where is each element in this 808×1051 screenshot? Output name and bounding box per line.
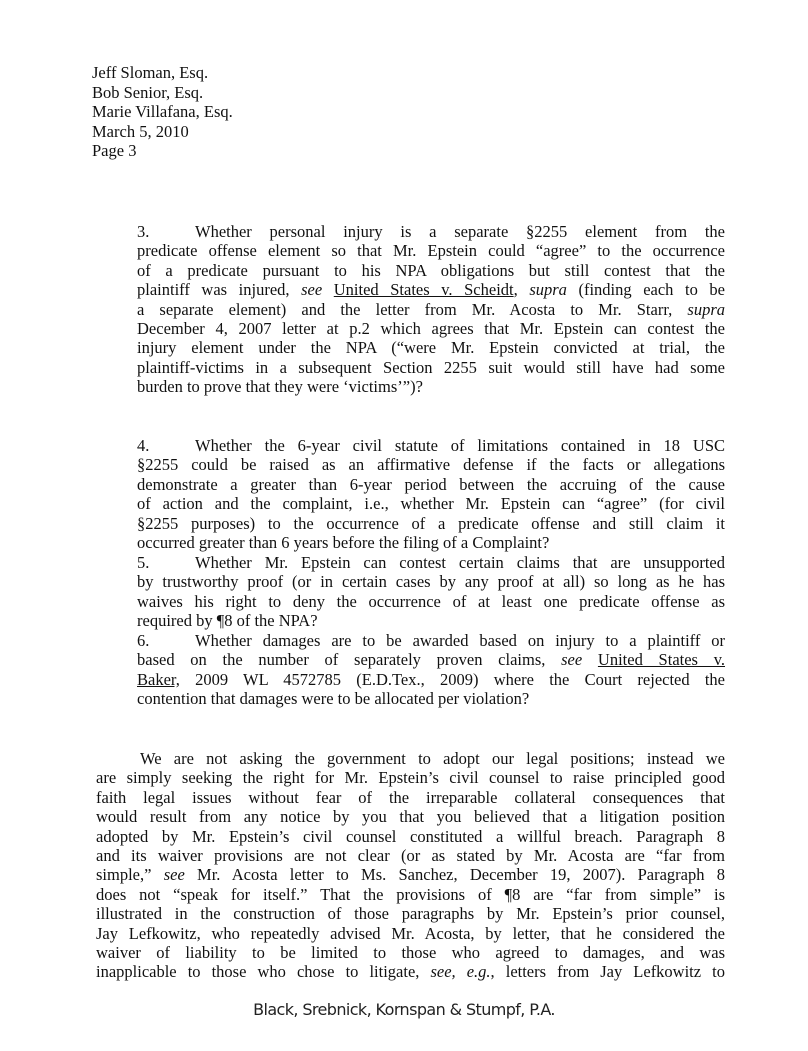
text-segment: adopted by Mr. Epstein’s civil counsel constituted a willful breach. Paragraph 8 bbox=[96, 826, 725, 846]
item-6 bbox=[137, 631, 725, 709]
text-segment: occurred greater than 6 years before the filing of a Complaint? bbox=[137, 532, 550, 552]
text-line bbox=[137, 300, 725, 319]
text-line bbox=[137, 241, 725, 260]
italic-text: supra bbox=[687, 299, 725, 319]
text-line bbox=[137, 572, 725, 591]
text-segment: , bbox=[513, 280, 530, 300]
text-line bbox=[137, 455, 725, 474]
case-citation: United States v. Scheidt bbox=[333, 280, 514, 300]
text-line bbox=[96, 749, 725, 768]
text-segment: 2009 WL 4572785 (E.D.Tex., 2009) where the Court rejected the bbox=[179, 669, 725, 689]
text-line bbox=[137, 689, 725, 708]
text-segment: by trustworthy proof (or in certain cases by any proof at all) so long as he has bbox=[137, 572, 725, 592]
text-segment: §2255 purposes) to the occurrence of a predicate offense and still claim it bbox=[137, 513, 725, 533]
text-line bbox=[96, 943, 725, 962]
text-segment: demonstrate a greater than 6-year period between the accruing of the cause bbox=[137, 474, 725, 494]
letter-header bbox=[92, 63, 233, 161]
text-line bbox=[137, 592, 725, 611]
text-segment: illustrated in the construction of those paragraphs by Mr. Epstein’s prior counsel, bbox=[96, 904, 725, 924]
text-line bbox=[96, 904, 725, 923]
text-line bbox=[96, 865, 725, 884]
text-line bbox=[96, 788, 725, 807]
text-segment: waives his right to deny the occurrence of at least one predicate offense as bbox=[137, 591, 725, 611]
text-segment: Whether Mr. Epstein can contest certain claims that are unsupported bbox=[195, 553, 725, 572]
text-line bbox=[137, 533, 725, 552]
text-line bbox=[137, 475, 725, 494]
case-citation: United States v. bbox=[597, 650, 726, 670]
text-line bbox=[137, 222, 725, 241]
text-segment: December 4, 2007 letter at p.2 which agrees that Mr. Epstein can contest the bbox=[137, 318, 725, 338]
text-segment: plaintiff-victims in a subsequent Section 2255 suit would still have had some bbox=[137, 357, 725, 377]
body-paragraph bbox=[96, 749, 725, 982]
item-5 bbox=[137, 553, 725, 631]
text-segment: a separate element) and the letter from Mr. Acosta to Mr. Starr, bbox=[137, 299, 688, 319]
item-number: 4. bbox=[137, 436, 150, 455]
text-line bbox=[137, 650, 725, 669]
text-line bbox=[137, 358, 725, 377]
text-segment bbox=[322, 280, 334, 299]
text-segment: based on the number of separately proven claims, bbox=[137, 650, 562, 670]
italic-text: see bbox=[561, 650, 583, 670]
text-segment: Whether damages are to be awarded based on injury to a plaintiff or bbox=[195, 631, 725, 650]
text-line bbox=[137, 280, 725, 299]
text-segment: of action and the complaint, i.e., whether Mr. Epstein can “agree” (for civil bbox=[137, 494, 725, 514]
text-segment: injury element under the NPA (“were Mr. Epstein convicted at trial, the bbox=[137, 338, 725, 358]
text-segment: burden to prove that they were ‘victims’”)? bbox=[137, 377, 423, 397]
text-segment: We are not asking the government to adopt our legal positions; instead we bbox=[140, 749, 725, 768]
text-segment: waiver of liability to be limited to those who agreed to damages, and was bbox=[96, 942, 725, 962]
text-line bbox=[137, 338, 725, 357]
text-line bbox=[137, 494, 725, 513]
text-line bbox=[137, 377, 725, 396]
text-segment: Mr. Acosta letter to Ms. Sanchez, December 19, 2007). Paragraph 8 bbox=[184, 865, 726, 885]
text-segment: are simply seeking the right for Mr. Epstein’s civil counsel to raise principled good bbox=[96, 768, 725, 788]
text-segment: (finding each to be bbox=[566, 280, 725, 300]
case-citation: Baker, bbox=[137, 669, 180, 689]
item-number: 5. bbox=[137, 553, 150, 572]
text-line bbox=[137, 631, 725, 650]
item-3 bbox=[137, 222, 725, 397]
text-segment: of a predicate pursuant to his NPA obligations but still contest that the bbox=[137, 260, 725, 280]
text-segment: §2255 could be raised as an affirmative defense if the facts or allegations bbox=[137, 455, 725, 475]
text-line bbox=[137, 514, 725, 533]
text-line bbox=[96, 827, 725, 846]
header-line: March 5, 2010 bbox=[92, 121, 189, 141]
text-line bbox=[137, 611, 725, 630]
text-line bbox=[96, 807, 725, 826]
text-segment: Jay Lefkowitz, who repeatedly advised Mr. Acosta, by letter, that he considered the bbox=[96, 923, 725, 943]
text-line bbox=[137, 319, 725, 338]
item-number: 6. bbox=[137, 631, 150, 650]
text-segment: inapplicable to those who chose to litigate, bbox=[96, 962, 431, 982]
item-4 bbox=[137, 436, 725, 552]
text-line bbox=[96, 768, 725, 787]
italic-text: supra bbox=[529, 280, 567, 300]
text-line bbox=[96, 885, 725, 904]
italic-text: see, e.g. bbox=[430, 962, 491, 982]
text-segment: Whether personal injury is a separate §2255 element from the bbox=[195, 222, 725, 241]
text-segment: required by ¶8 of the NPA? bbox=[137, 611, 318, 631]
text-segment: faith legal issues without fear of the irreparable collateral consequences that bbox=[96, 787, 725, 807]
text-line bbox=[137, 261, 725, 280]
text-segment: , letters from Jay Lefkowitz to bbox=[490, 962, 725, 982]
text-segment: does not “speak for itself.” That the provisions of ¶8 are “far from simple” is bbox=[96, 884, 725, 904]
text-line bbox=[137, 436, 725, 455]
text-segment: would result from any notice by you that you believed that a litigation position bbox=[96, 807, 725, 827]
text-line bbox=[96, 846, 725, 865]
text-segment: contention that damages were to be allocated per violation? bbox=[137, 689, 530, 709]
firm-footer: Black, Srebnick, Kornspan & Stumpf, P.A. bbox=[253, 1000, 555, 1019]
text-segment: predicate offense element so that Mr. Epstein could “agree” to the occurrence bbox=[137, 241, 725, 261]
text-segment: plaintiff was injured, bbox=[137, 280, 302, 300]
header-line: Jeff Sloman, Esq. bbox=[92, 63, 209, 82]
header-line: Page 3 bbox=[92, 141, 137, 160]
text-line bbox=[96, 924, 725, 943]
text-segment bbox=[582, 650, 598, 669]
header-line: Marie Villafana, Esq. bbox=[92, 102, 233, 121]
header-line: Bob Senior, Esq. bbox=[92, 82, 204, 102]
text-line bbox=[137, 553, 725, 572]
text-segment: Whether the 6-year civil statute of limitations contained in 18 USC bbox=[195, 436, 725, 455]
text-line bbox=[96, 962, 725, 981]
text-segment: and its waiver provisions are not clear (or as stated by Mr. Acosta are “far from bbox=[96, 845, 725, 865]
text-line bbox=[137, 670, 725, 689]
item-number: 3. bbox=[137, 222, 150, 241]
italic-text: see bbox=[163, 865, 185, 885]
text-segment: simple,” bbox=[96, 865, 164, 885]
italic-text: see bbox=[301, 280, 323, 300]
